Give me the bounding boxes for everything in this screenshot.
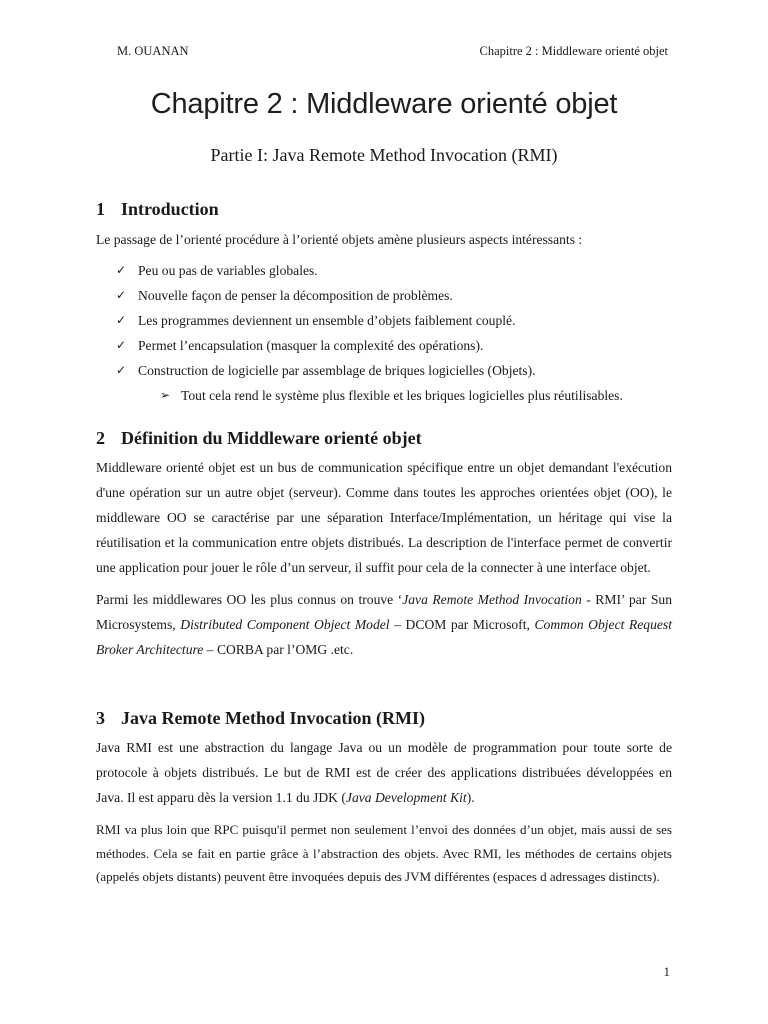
middlewares-paragraph [96,587,672,662]
text-run: Java RMI est une abstraction du langage Java ou un modèle de programmation pour toute sorte de protocole à objets distribués. Le but de RMI est de créer des applications distribuées développées en Java. Il est apparu dès la version 1.1 du JDK ( [96,740,672,805]
list-item [96,358,672,383]
checkmark-icon: ✓ [116,338,127,352]
section-java-rmi [96,708,672,729]
checklist-container [96,258,672,408]
conclusion-item [96,383,672,408]
rmi-methods-paragraph: RMI va plus loin que RPC puisqu'il permet non seulement l’envoi des données d’un objet, mais aussi de ses méthodes. Cela se fait en partie grâce à l’abstraction des objets. Avec RMI, les méthodes de certains objets (appelés objets distants) peuvent être invoquées depuis des JVM différentes (espaces d adressages distincts). [96,822,672,884]
page-subtitle: Partie I: Java Remote Method Invocation (RMI) [210,145,558,165]
text-run: - RMI’ par Sun Microsystems, [96,592,672,632]
italic-term: Java Development Kit [345,790,467,805]
text-run: Parmi les middlewares OO les plus connus on trouve ‘ [96,592,403,607]
list-item [96,283,672,308]
checklist [96,258,672,383]
list-item-text: Construction de logicielle par assemblage de briques logicielles (Objets). [138,363,536,378]
list-item-text: Peu ou pas de variables globales. [138,263,318,278]
section-heading [96,428,672,449]
section-definition-body [96,455,672,662]
text-run: – CORBA par l’OMG .etc. [203,642,354,657]
list-item-text: Nouvelle façon de penser la décomposition de problèmes. [138,288,453,303]
italic-term: Java Remote Method Invocation [402,592,582,607]
text-run: – DCOM par Microsoft, [389,617,535,632]
section-title: Introduction [121,199,219,219]
section-number: 1 [96,199,105,219]
section-heading [96,708,672,729]
header-author: M. OUANAN [117,44,189,58]
checkmark-icon: ✓ [116,363,127,377]
arrow-bullet-icon: ➢ [160,388,171,402]
section-heading [96,199,672,220]
italic-term: Common Object Request Broker Architecture [96,617,672,657]
text-run: ). [466,790,475,805]
definition-paragraph: Middleware orienté objet est un bus de communication spécifique entre un objet demandant l'exécution d'une opération sur un autre objet (serveur). Comme dans toutes les approches orientées objet (OO), le middleware OO se caractérise par une séparation Interface/Implémentation, un héritage qui vise la réutilisation et la communication entre objets distribués. La description de l'interface permet de convertir une application pour jouer le rôle d’un serveur, il suffit pour cela de la connecter à une interface objet. [96,460,672,575]
section-introduction [96,199,672,220]
checkmark-icon: ✓ [116,288,127,302]
page-title: Chapitre 2 : Middleware orienté objet [150,88,618,120]
list-item-text: Les programmes deviennent un ensemble d’objets faiblement couplé. [138,313,516,328]
section-number: 2 [96,428,105,448]
section-definition [96,428,672,449]
list-item [96,308,672,333]
conclusion-text: Tout cela rend le système plus flexible et les briques logicielles plus réutilisables. [181,388,623,403]
list-item [96,333,672,358]
section-introduction-body [96,227,672,252]
section-java-rmi-body [96,735,672,889]
list-item [96,258,672,283]
header-chapter: Chapitre 2 : Middleware orienté objet [479,44,668,58]
list-item-text: Permet l’encapsulation (masquer la complexité des opérations). [138,338,484,353]
page-number: 1 [663,964,670,979]
italic-term: Distributed Component Object Model [180,617,390,632]
rmi-paragraph [96,735,672,810]
checkmark-icon: ✓ [116,313,127,327]
intro-paragraph: Le passage de l’orienté procédure à l’orienté objets amène plusieurs aspects intéressants : [96,232,583,247]
section-number: 3 [96,708,105,728]
checkmark-icon: ✓ [116,263,127,277]
section-title: Java Remote Method Invocation (RMI) [121,708,425,728]
section-title: Définition du Middleware orienté objet [121,428,422,448]
